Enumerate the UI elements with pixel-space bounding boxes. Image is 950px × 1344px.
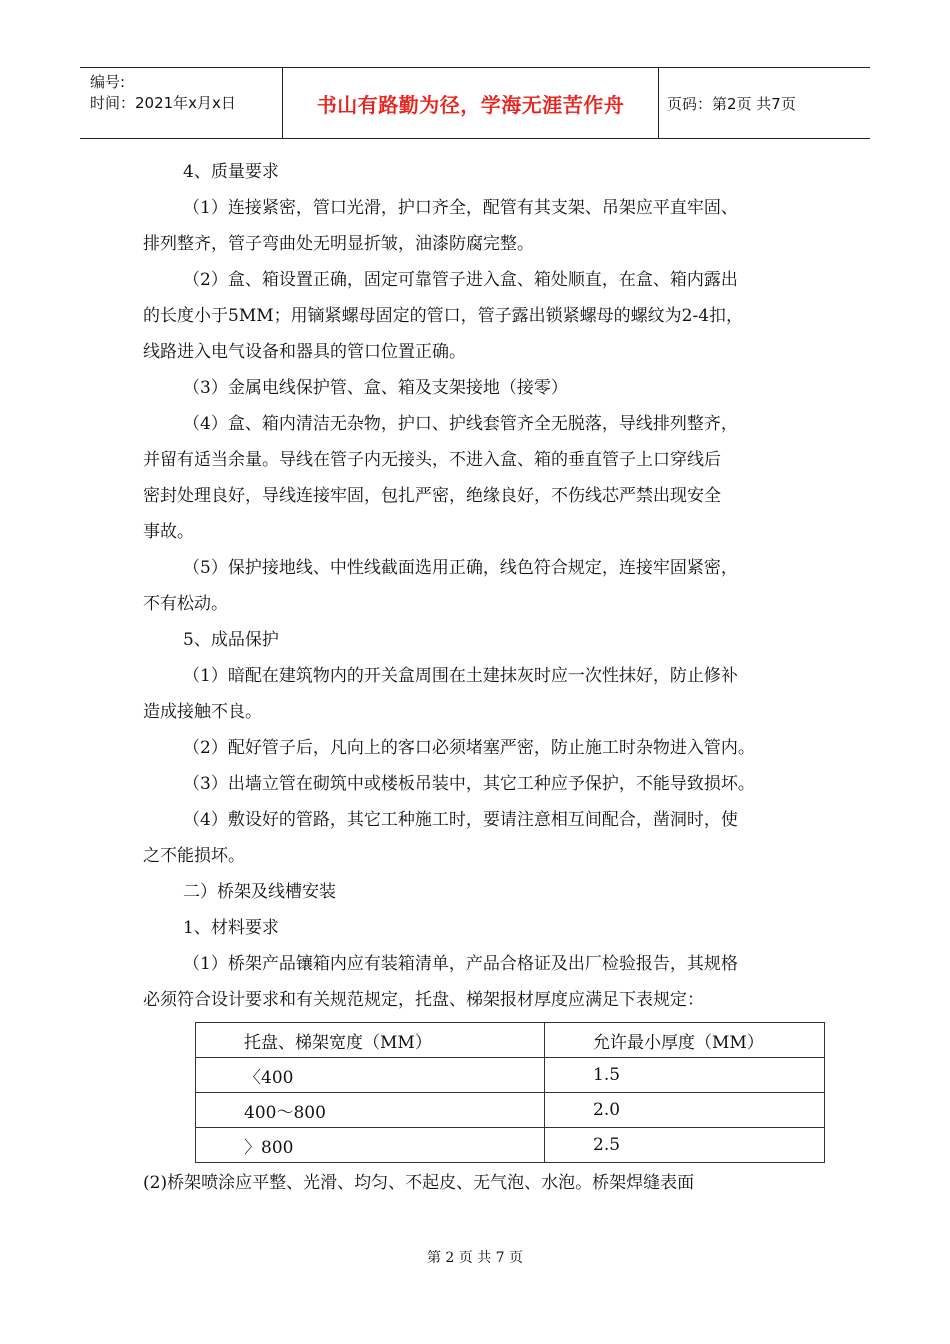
paragraph-line: （1）暗配在建筑物内的开关盒周围在土建抹灰时应一次性抹好，防止修补 [183,666,738,686]
paragraph-line: （5）保护接地线、中性线截面选用正确，线色符合规定，连接牢固紧密， [183,558,738,578]
header-meta [80,68,283,138]
paragraph-line: 之不能损坏。 [143,846,245,866]
tail-paragraph: (2)桥架喷涂应平整、光滑、均匀、不起皮、无气泡、水泡。桥架焊缝表面 [143,1173,695,1193]
paragraph-line: 必须符合设计要求和有关规范规定，托盘、梯架报材厚度应满足下表规定： [143,990,704,1010]
paragraph-list [143,154,823,1018]
paragraph-line: 线路进入电气设备和器具的管口位置正确。 [143,342,466,362]
paragraph-line: （1）桥架产品镶箱内应有装箱清单，产品合格证及出厂检验报告，其规格 [183,954,738,974]
page-header [80,67,870,139]
paragraph-line: 的长度小于5MM；用镝紧螺母固定的管口，管子露出锁紧螺母的螺纹为2-4扣， [143,306,744,326]
code-label: 编号: [90,73,126,91]
paragraph-line: 并留有适当余量。导线在管子内无接头，不进入盒、箱的垂直管子上口穿线后 [143,450,721,470]
table-cell: 1.5 [545,1058,825,1093]
table-cell: 2.5 [545,1128,825,1163]
table-header-cell: 允许最小厚度（MM） [545,1023,825,1058]
table-header-cell: 托盘、梯架宽度（MM） [196,1023,545,1058]
paragraph-line: 不有松动。 [143,594,228,614]
paragraph-line: （1）连接紧密，管口光滑，护口齐全，配管有其支架、吊架应平直牢固、 [183,198,738,218]
paragraph-line: （4）盒、箱内清洁无杂物，护口、护线套管齐全无脱落，导线排列整齐， [183,414,738,434]
table-header-row [196,1023,825,1058]
paragraph-line: （3）金属电线保护管、盒、箱及支架接地（接零） [183,378,568,398]
table-row [196,1093,825,1128]
paragraph-line: 造成接触不良。 [143,702,262,722]
table-cell: 400～800 [196,1093,545,1128]
paragraph-line: （4）敷设好的管路，其它工种施工时，要请注意相互间配合，凿洞时，使 [183,810,738,830]
paragraph-line: 4、质量要求 [183,162,279,182]
header-page-label: 页码：第2页 共7页 [667,94,796,113]
paragraph-line: 排列整齐，管子弯曲处无明显折皱，油漆防腐完整。 [143,234,534,254]
paragraph-line: （3）出墙立管在砌筑中或楼板吊装中，其它工种应予保护，不能导致损坏。 [183,774,755,794]
paragraph-line: 二）桥架及线槽安装 [183,882,336,902]
table-cell: 〉800 [196,1128,545,1163]
table-row [196,1128,825,1163]
page-footer: 第 2 页 共 7 页 [426,1250,524,1266]
paragraph-line: 密封处理良好，导线连接牢固，包扎严密，绝缘良好，不伤线芯严禁出现安全 [143,486,721,506]
table-cell: 〈400 [196,1058,545,1093]
table-row [196,1058,825,1093]
thickness-table [195,1022,825,1163]
document-body [143,154,823,1201]
paragraph-line: （2）配好管子后，凡向上的客口必须堵塞严密，防止施工时杂物进入管内。 [183,738,755,758]
paragraph-line: 5、成品保护 [183,630,279,650]
time-label: 时间：2021年x月x日 [90,94,236,112]
table-cell: 2.0 [545,1093,825,1128]
header-motto: 书山有路勤为径，学海无涯苦作舟 [283,68,659,138]
paragraph-line: 事故。 [143,522,194,542]
paragraph-line: 1、材料要求 [183,918,279,938]
paragraph-line: （2）盒、箱设置正确，固定可靠管子进入盒、箱处顺直，在盒、箱内露出 [183,270,738,290]
